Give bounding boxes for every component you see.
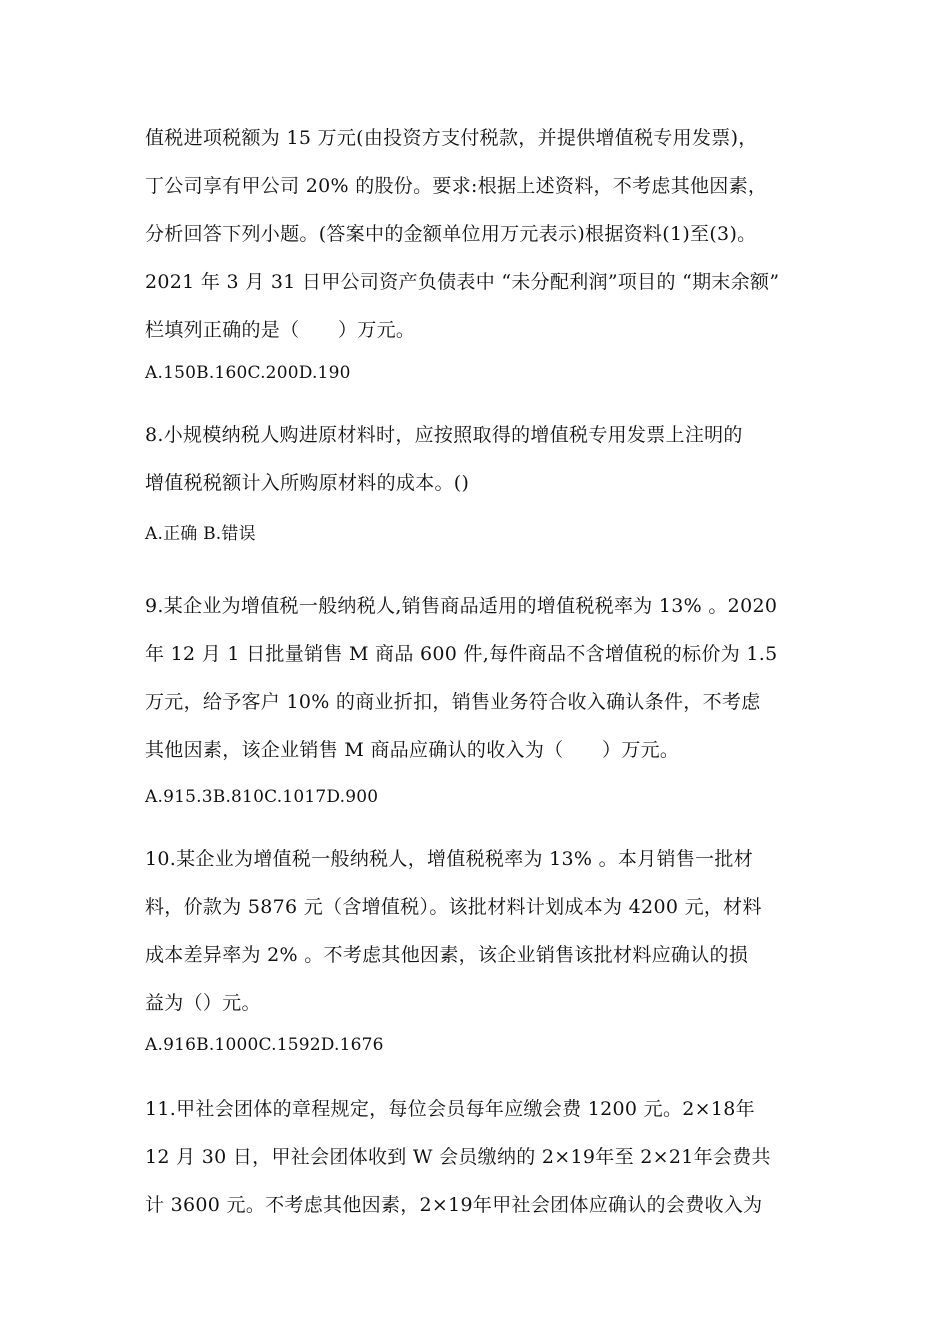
q10-line-1: 10.某企业为增值税一般纳税人，增值税税率为 13% 。本月销售一批材 — [145, 848, 754, 870]
q7-line-2: 丁公司享有甲公司 20% 的股份。要求:根据上述资料，不考虑其他因素， — [145, 175, 768, 197]
q9-line-2: 年 12 月 1 日批量销售 M 商品 600 件,每件商品不含增值税的标价为 1.5 — [145, 643, 778, 665]
q9-line-3: 万元，给予客户 10% 的商业折扣，销售业务符合收入确认条件，不考虑 — [145, 691, 761, 713]
q7-line-5: 栏填列正确的是（ ）万元。 — [145, 319, 416, 341]
q10-options: A.916B.1000C.1592D.1676 — [145, 1035, 384, 1055]
q9-options: A.915.3B.810C.1017D.900 — [145, 787, 379, 807]
q8-options: A.正确 B.错误 — [145, 524, 256, 544]
q8-line-1: 8.小规模纳税人购进原材料时，应按照取得的增值税专用发票上注明的 — [145, 424, 743, 446]
q11-line-2: 12 月 30 日，甲社会团体收到 W 会员缴纳的 2×19年至 2×21年会费共 — [145, 1146, 771, 1168]
q7-line-3: 分析回答下列小题。(答案中的金额单位用万元表示)根据资料(1)至(3)。 — [145, 223, 757, 245]
q7-line-4: 2021 年 3 月 31 日甲公司资产负债表中 “未分配利润”项目的 “期末余额” — [145, 271, 780, 293]
q7-options: A.150B.160C.200D.190 — [145, 363, 351, 383]
q9-line-1: 9.某企业为增值税一般纳税人,销售商品适用的增值税税率为 13% 。2020 — [145, 595, 778, 617]
q11-line-3: 计 3600 元。不考虑其他因素，2×19年甲社会团体应确认的会费收入为 — [145, 1194, 763, 1216]
q8-line-2: 增值税税额计入所购原材料的成本。() — [145, 472, 470, 494]
q11-line-1: 11.甲社会团体的章程规定，每位会员每年应缴会费 1200 元。2×18年 — [145, 1098, 755, 1120]
q7-line-1: 值税进项税额为 15 万元(由投资方支付税款，并提供增值税专用发票)， — [145, 127, 758, 149]
q9-line-4: 其他因素，该企业销售 M 商品应确认的收入为（ ）万元。 — [145, 739, 680, 761]
q10-line-2: 料，价款为 5876 元（含增值税）。该批材料计划成本为 4200 元，材料 — [145, 896, 762, 918]
q10-line-3: 成本差异率为 2% 。不考虑其他因素，该企业销售该批材料应确认的损 — [145, 944, 749, 966]
q10-line-4: 益为（）元。 — [145, 992, 261, 1014]
